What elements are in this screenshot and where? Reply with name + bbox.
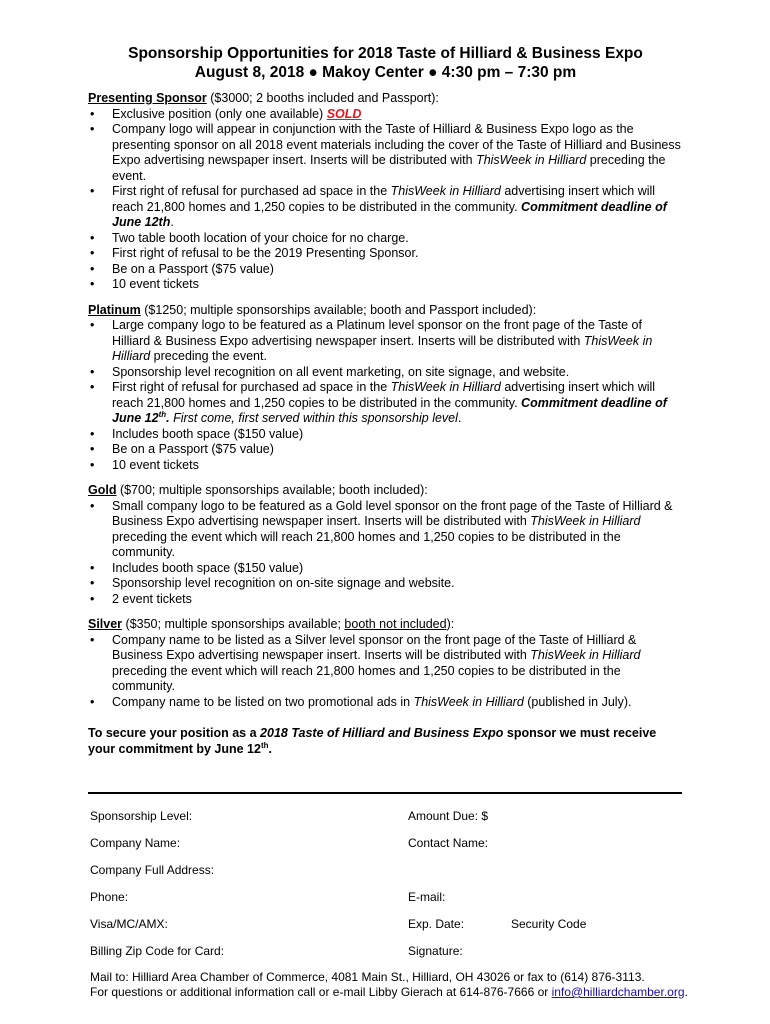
gold-sponsor-name: Gold [88,483,117,497]
silver-sponsor-section [88,617,683,710]
list-item: • 2 event tickets [90,591,192,606]
silver-benefits-list [88,633,683,711]
sponsorship-level-field[interactable]: Sponsorship Level: [90,809,193,823]
title-line-2: August 8, 2018 ● Makoy Center ● 4:30 pm – 7:30 pm [194,64,577,81]
exp-date-field[interactable]: Exp. Date: [408,917,465,931]
bullet: • [90,498,95,513]
gold-benefits-list [88,499,683,608]
list-item: • 10 event tickets [90,277,199,291]
bullet: • [90,106,95,121]
gold-sponsor-detail: ($700; multiple sponsorships available; booth included): [116,483,428,497]
bullet: • [90,246,95,260]
bullet: • [90,560,95,575]
billing-zip-field[interactable]: Billing Zip Code for Card: [90,944,225,958]
phone-field[interactable]: Phone: [90,890,129,904]
card-field[interactable]: Visa/MC/AMX: [90,917,168,931]
email-link[interactable]: info@hilliardchamber.org [551,985,685,999]
questions-line: For questions or additional information call or e-mail Libby Gierach at 614-876-7666 or info@hilliardchamber.org. [90,985,688,999]
list-item: • Exclusive position (only one available) SOLD [90,106,362,121]
platinum-sponsor-heading [88,303,683,319]
company-address-field[interactable]: Company Full Address: [90,863,215,877]
bullet: • [90,457,95,472]
mail-to-line: Mail to: Hilliard Area Chamber of Commerce, 4081 Main St., Hilliard, OH 43026 or fax to (614) 876-3113. [90,970,645,984]
presenting-sponsor-heading [88,91,683,107]
bullet: • [90,364,95,379]
bullet: • [90,380,95,394]
platinum-sponsor-name: Platinum [88,302,141,317]
gold-sponsor-section [88,483,683,607]
signature-field[interactable]: Signature: [408,944,463,958]
bullet: • [90,442,95,456]
silver-sponsor-heading: Silver ($350; multiple sponsorships available; booth not included): [88,617,455,631]
amount-due-field[interactable]: Amount Due: $ [408,809,489,823]
list-item: • Sponsorship level recognition on on-site signage and website. [90,576,455,590]
form-row [90,863,682,890]
divider [88,792,682,794]
bullet: • [90,694,95,709]
presenting-sponsor-name: Presenting Sponsor [88,91,207,105]
bullet: • [90,184,95,198]
bullet: • [90,261,95,276]
booth-not-included: booth not included [344,617,447,631]
presenting-sponsor-section [88,91,683,293]
commitment-deadline: Commitment deadline of June 12th [112,199,667,229]
bullet: • [90,591,95,606]
list-item: • Company name to be listed as a Silver level sponsor on the front page of the Taste of Hilliard & Business Expo advertising newspaper insert. Inserts will be distributed with ThisWeek in Hilliard preceding the event which will reach 21,800 homes and 1,250 copies to be distributed in the community. [90,632,641,693]
bullet: • [90,277,95,291]
list-item: • Includes booth space ($150 value) [90,426,304,441]
sold-badge: SOLD [326,106,362,121]
bullet: • [90,230,95,245]
platinum-sponsor-detail: ($1250; multiple sponsorships available; booth and Passport included): [140,302,537,317]
bullet: • [90,632,95,647]
bullet: • [90,576,95,590]
presenting-benefits-list [88,107,683,293]
silver-sponsor-name: Silver [88,617,123,631]
platinum-benefits-list [88,318,683,473]
bullet: • [90,426,95,441]
presenting-sponsor-detail: ($3000; 2 booths included and Passport): [206,91,439,105]
form-row [90,917,682,944]
commitment-statement: To secure your position as a 2018 Taste of Hilliard and Business Expo sponsor we must receive your commitment by June 12th. [88,726,657,756]
list-item: • Large company logo to be featured as a Platinum level sponsor on the front page of the Taste of Hilliard & Business Expo advertising newspaper insert. Inserts will be distributed with ThisWeek in Hilliard preceding the event. [90,318,653,363]
bullet: • [90,122,95,136]
contact-name-field[interactable]: Contact Name: [408,836,489,850]
list-item: • Small company logo to be featured as a Gold level sponsor on the front page of the Taste of Hilliard & Business Expo advertising newspaper insert. Inserts will be distributed with ThisWeek in Hilliard preceding the event which will reach 21,800 homes and 1,250 copies to be distributed in the community. [90,498,673,559]
list-item: • 10 event tickets [90,457,199,472]
bullet: • [90,318,95,332]
form-row [90,890,682,917]
list-item: • First right of refusal to be the 2019 Presenting Sponsor. [90,246,419,260]
list-item: • Sponsorship level recognition on all event marketing, on site signage, and website. [90,364,570,379]
list-item: • Includes booth space ($150 value) [90,560,304,575]
list-item: • Company logo will appear in conjunction with the Taste of Hilliard & Business Expo logo as the presenting sponsor on all 2018 event materials including the cover of the Taste of Hilliard and Business Expo advertising newspaper insert. Inserts will be distributed with ThisWeek in Hilliard preceding the event. [90,122,681,183]
sponsor-form [90,809,682,971]
list-item: • Be on a Passport ($75 value) [90,442,274,456]
gold-sponsor-heading [88,483,683,499]
list-item: • First right of refusal for purchased ad space in the ThisWeek in Hilliard advertising insert which will reach 21,800 homes and 1,250 copies to be distributed in the community. Commitment deadline of June 12th. First come, first served within this sponsorship level. [90,380,667,425]
form-row [90,836,682,863]
sponsorship-document [88,44,683,757]
platinum-sponsor-section [88,303,683,474]
list-item: • Two table booth location of your choice for no charge. [90,230,409,245]
security-code-field[interactable]: Security Code [511,917,587,931]
form-row [90,944,682,971]
footer [90,970,688,1000]
list-item: • Be on a Passport ($75 value) [90,261,274,276]
document-title [88,44,683,82]
list-item: • First right of refusal for purchased ad space in the ThisWeek in Hilliard advertising insert which will reach 21,800 homes and 1,250 copies to be distributed in the community. Commitment deadline of June 12th. [90,184,667,229]
company-name-field[interactable]: Company Name: [90,836,181,850]
form-row [90,809,682,836]
title-line-1: Sponsorship Opportunities for 2018 Taste of Hilliard & Business Expo [128,45,643,62]
email-field[interactable]: E-mail: [408,890,446,904]
commitment-deadline: Commitment deadline of June 12 [112,395,667,425]
list-item: • Company name to be listed on two promotional ads in ThisWeek in Hilliard (published in July). [90,694,632,709]
